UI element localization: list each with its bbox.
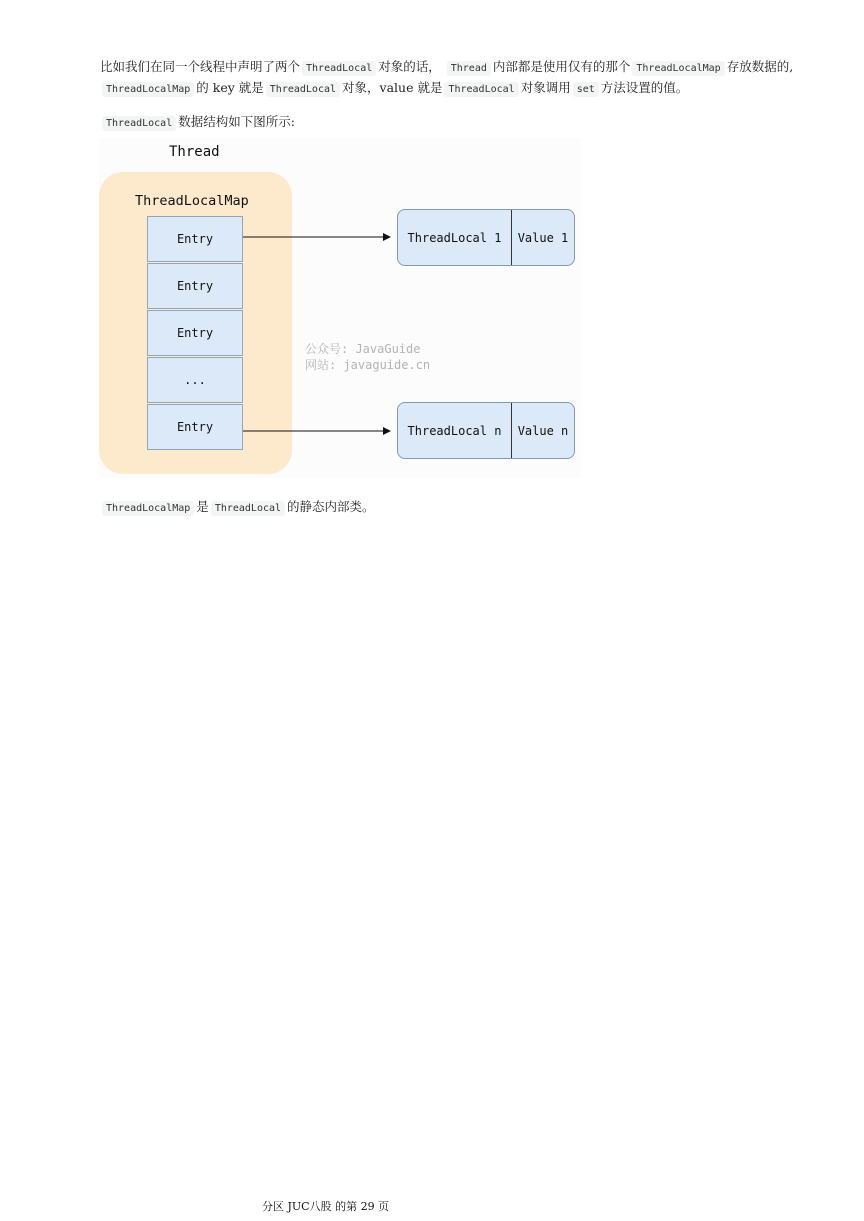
paragraph-key-value (100, 77, 688, 100)
text-segment: 对象，value 就是 (342, 80, 443, 95)
inline-code: ThreadLocalMap (632, 61, 724, 76)
inline-code: ThreadLocal (211, 501, 285, 516)
inline-code: ThreadLocal (444, 82, 518, 97)
threadlocal-value-pair-1 (397, 209, 575, 266)
watermark (305, 341, 430, 373)
paragraph-intro (100, 56, 793, 79)
text-segment: 对象调用 (520, 80, 571, 95)
threadlocalmap-label: ThreadLocalMap (135, 193, 249, 209)
text-segment: 方法设置的值。 (600, 80, 689, 95)
inline-code: ThreadLocal (266, 82, 340, 97)
inline-code: ThreadLocal (302, 61, 376, 76)
map-entry-ellipsis: ... (147, 357, 243, 403)
text-segment: 对象的话， (378, 59, 441, 74)
map-entry: Entry (147, 263, 243, 309)
paragraph-static-inner-class (100, 496, 375, 519)
watermark-line: 公众号: JavaGuide (305, 342, 421, 356)
inline-code: set (573, 82, 599, 97)
text-segment: 内部都是使用仅有的那个 (492, 59, 631, 74)
pair-value: Value 1 (517, 230, 569, 245)
text-segment: 存放数据的, (726, 59, 794, 74)
text-segment: 的静态内部类。 (287, 499, 375, 514)
pair-key: ThreadLocal 1 (398, 210, 512, 265)
paragraph-structure-intro (100, 111, 295, 134)
page-footer: 分区 JUC八股 的第 29 页 (262, 1200, 390, 1213)
text-segment: 是 (196, 499, 209, 514)
text-segment: 的 key 就是 (196, 80, 264, 95)
pair-key: ThreadLocal n (398, 403, 512, 458)
text-segment: 比如我们在同一个线程中声明了两个 (100, 59, 301, 74)
map-entry: Entry (147, 404, 243, 450)
threadlocal-value-pair-n (397, 402, 575, 459)
inline-code: ThreadLocalMap (102, 82, 194, 97)
threadlocal-diagram (99, 138, 581, 478)
inline-code: ThreadLocalMap (102, 501, 194, 516)
thread-label: Thread (169, 144, 220, 160)
text-segment: 数据结构如下图所示: (178, 114, 295, 129)
map-entry: Entry (147, 216, 243, 262)
inline-code: ThreadLocal (102, 116, 176, 131)
map-entry: Entry (147, 310, 243, 356)
pair-value: Value n (517, 423, 569, 438)
watermark-line: 网站: javaguide.cn (305, 358, 431, 372)
inline-code: Thread (447, 61, 491, 76)
